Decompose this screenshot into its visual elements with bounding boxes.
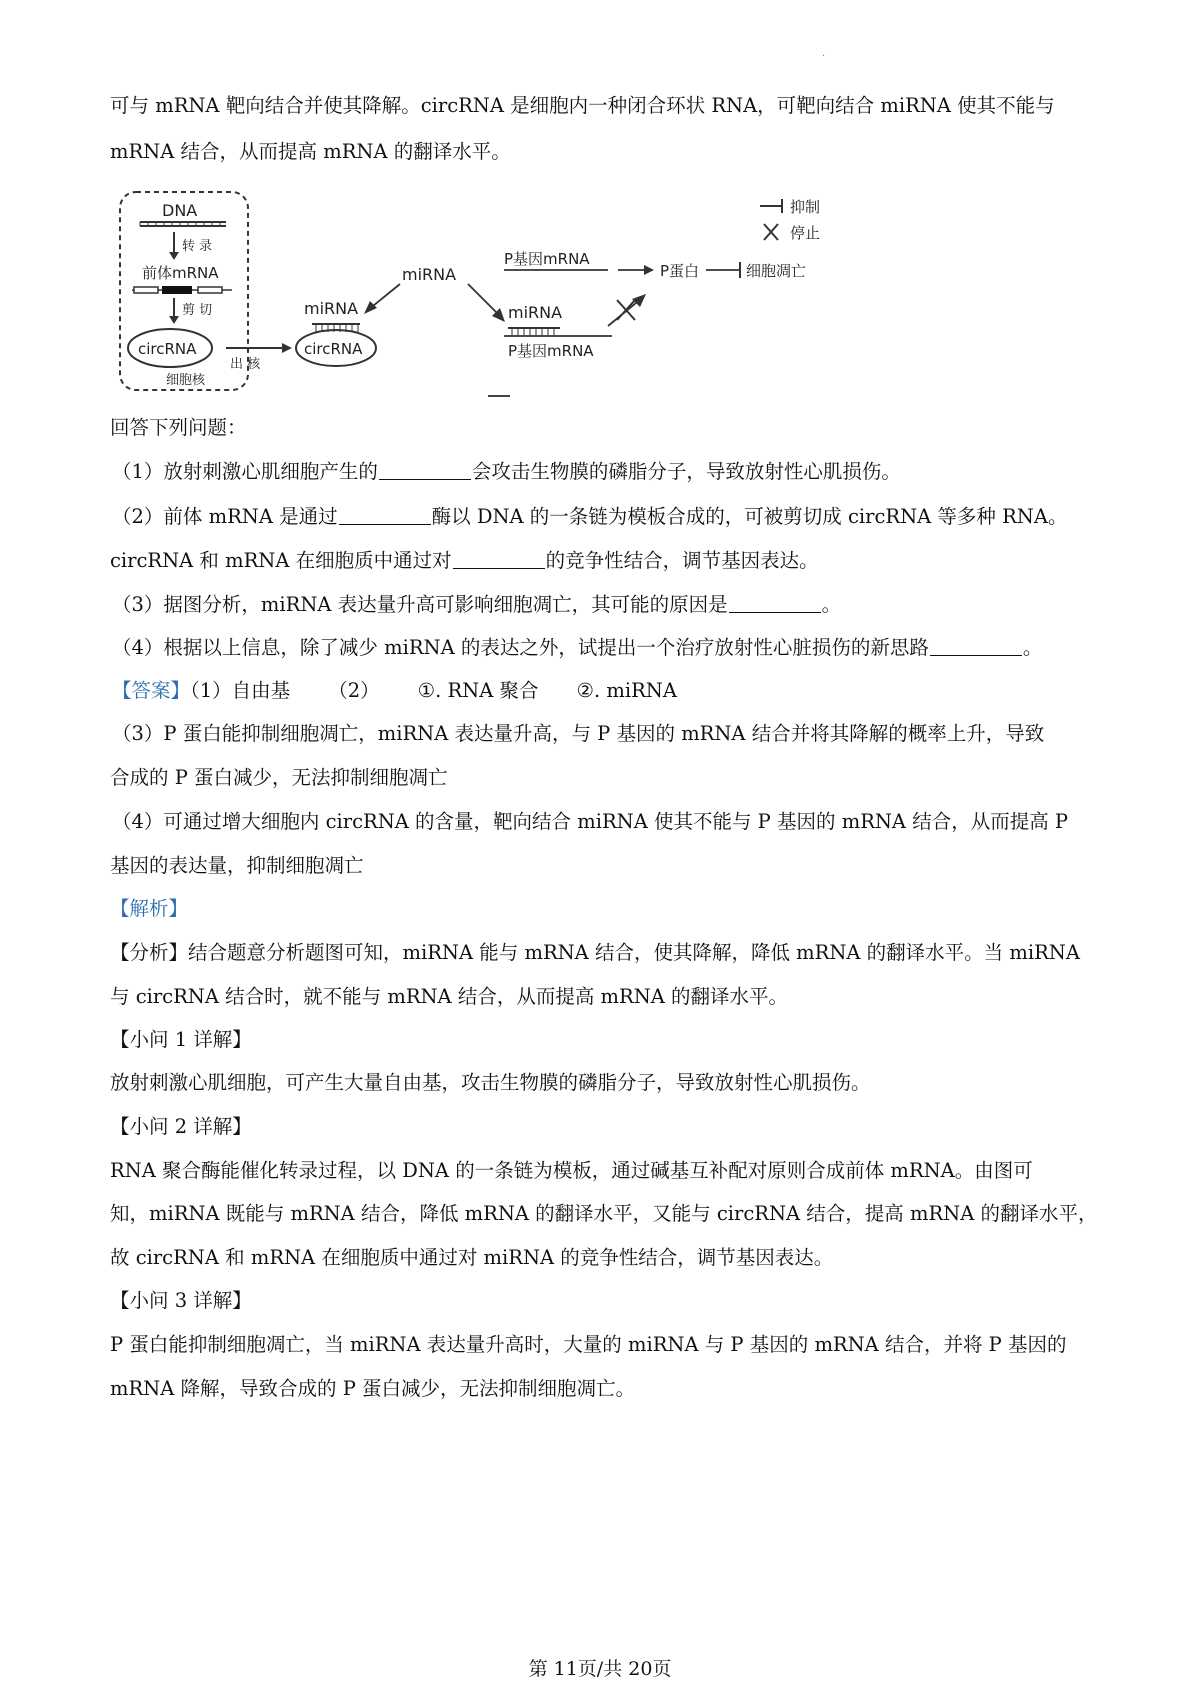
- answer-blank-3[interactable]: [729, 594, 821, 613]
- question-1: [112, 458, 1102, 486]
- dna-label: DNA: [162, 201, 198, 220]
- cleavage-label: 剪 切: [182, 303, 213, 318]
- answer-line: [112, 677, 1102, 705]
- question-4-post: 。: [1022, 636, 1043, 659]
- pre-mrna-label: 前体mRNA: [142, 264, 219, 282]
- answer-blank-1[interactable]: [379, 461, 471, 480]
- question-2-pre: （2）前体 mRNA 是通过: [112, 505, 338, 528]
- answer-4-line-2: 基因的表达量，抑制细胞凋亡: [110, 854, 364, 877]
- analysis-label: 【解析】: [110, 897, 189, 920]
- subquestion-2-detail-line-1: RNA 聚合酶能催化转录过程，以 DNA 的一条链为模板，通过碱基互补配对原则合成前体 mRNA。由图可: [110, 1159, 1033, 1182]
- legend-stop-label: 停止: [790, 224, 821, 242]
- answer-label: 【答案】: [112, 679, 191, 702]
- question-4: [112, 634, 1102, 662]
- analysis-fenxi-line-2: 与 circRNA 结合时，就不能与 mRNA 结合，从而提高 mRNA 的翻译水平。: [110, 985, 789, 1008]
- subquestion-2-heading: 【小问 2 详解】: [110, 1115, 252, 1138]
- question-2-continued: [110, 547, 1100, 575]
- answer-4-line-1: （4）可通过增大细胞内 circRNA 的含量，靶向结合 miRNA 使其不能与 P 基因的 mRNA 结合，从而提高 P: [112, 810, 1069, 833]
- transcription-label: 转 录: [182, 239, 213, 254]
- question-2: [112, 503, 1102, 531]
- mirna-label-complex: miRNA: [304, 299, 359, 318]
- intro-line-2: mRNA 结合，从而提高 mRNA 的翻译水平。: [110, 140, 511, 163]
- subquestion-2-detail-line-2: 知，miRNA 既能与 mRNA 结合，降低 mRNA 的翻译水平，又能与 circRNA 结合，提高 mRNA 的翻译水平，: [110, 1202, 1098, 1225]
- question-3: [112, 591, 1102, 619]
- subquestion-1-detail: 放射刺激心肌细胞，可产生大量自由基，攻击生物膜的磷脂分子，导致放射性心肌损伤。: [110, 1071, 871, 1094]
- answer-2: （2）: [328, 679, 380, 702]
- circrna-mechanism-diagram: [112, 186, 852, 406]
- mirna-label-free: miRNA: [402, 265, 457, 284]
- subquestion-3-detail-line-2: mRNA 降解，导致合成的 P 蛋白减少，无法抑制细胞凋亡。: [110, 1377, 636, 1400]
- answer-1: （1）自由基: [190, 679, 291, 702]
- intro-line-1: 可与 mRNA 靶向结合并使其降解。circRNA 是细胞内一种闭合环状 RNA，可靶向结合 miRNA 使其不能与: [110, 94, 1055, 117]
- nucleus-label: 细胞核: [166, 373, 206, 388]
- subquestion-3-detail-line-1: P 蛋白能抑制细胞凋亡，当 miRNA 表达量升高时，大量的 miRNA 与 P 基因的 mRNA 结合，并将 P 基因的: [110, 1333, 1067, 1356]
- subquestion-3-heading: 【小问 3 详解】: [110, 1289, 252, 1312]
- p-gene-mrna-label-bottom: P基因mRNA: [508, 342, 594, 360]
- answer-blank-4[interactable]: [930, 637, 1022, 656]
- p-gene-mrna-label-top: P基因mRNA: [504, 250, 590, 268]
- prompt: 回答下列问题：: [110, 416, 247, 439]
- answer-blank-2b[interactable]: [453, 550, 545, 569]
- question-2-post: 酶以 DNA 的一条链为模板合成的，可被剪切成 circRNA 等多种 RNA。: [431, 505, 1068, 528]
- question-3-post: 。: [821, 593, 842, 616]
- answer-2-1: ①. RNA 聚合: [417, 679, 539, 702]
- circrna-label-nucleus: circRNA: [138, 340, 197, 358]
- circrna-label-cytoplasm: circRNA: [304, 340, 363, 358]
- p-protein-label: P蛋白: [660, 262, 700, 280]
- subquestion-1-heading: 【小问 1 详解】: [110, 1028, 252, 1051]
- legend-inhibit-label: 抑制: [790, 198, 821, 216]
- question-3-pre: （3）据图分析，miRNA 表达量升高可影响细胞凋亡，其可能的原因是: [112, 593, 728, 616]
- question-2b-pre: circRNA 和 mRNA 在细胞质中通过对: [110, 549, 452, 572]
- answer-2-2: ②. miRNA: [576, 679, 677, 702]
- page-footer: 第 11页/共 20页: [528, 1658, 672, 1680]
- question-2b-post: 的竞争性结合，调节基因表达。: [545, 549, 819, 572]
- stray-mark: .: [822, 48, 826, 59]
- apoptosis-label: 细胞凋亡: [746, 262, 807, 280]
- subquestion-2-detail-line-3: 故 circRNA 和 mRNA 在细胞质中通过对 miRNA 的竞争性结合，调节基因表达。: [110, 1246, 834, 1269]
- answer-blank-2a[interactable]: [339, 506, 431, 525]
- export-label: 出 核: [230, 357, 261, 372]
- question-4-pre: （4）根据以上信息，除了减少 miRNA 的表达之外，试提出一个治疗放射性心脏损伤的新思路: [112, 636, 929, 659]
- question-1-pre: （1）放射刺激心肌细胞产生的: [112, 460, 378, 483]
- analysis-fenxi-line-1: 【分析】结合题意分析题图可知，miRNA 能与 mRNA 结合，使其降解，降低 mRNA 的翻译水平。当 miRNA: [110, 941, 1080, 964]
- mirna-label-bound: miRNA: [508, 303, 563, 322]
- question-1-post: 会攻击生物膜的磷脂分子，导致放射性心肌损伤。: [471, 460, 901, 483]
- answer-3-line-1: （3）P 蛋白能抑制细胞凋亡，miRNA 表达量升高，与 P 基因的 mRNA 结合并将其降解的概率上升，导致: [112, 722, 1045, 745]
- answer-3-line-2: 合成的 P 蛋白减少，无法抑制细胞凋亡: [110, 766, 448, 789]
